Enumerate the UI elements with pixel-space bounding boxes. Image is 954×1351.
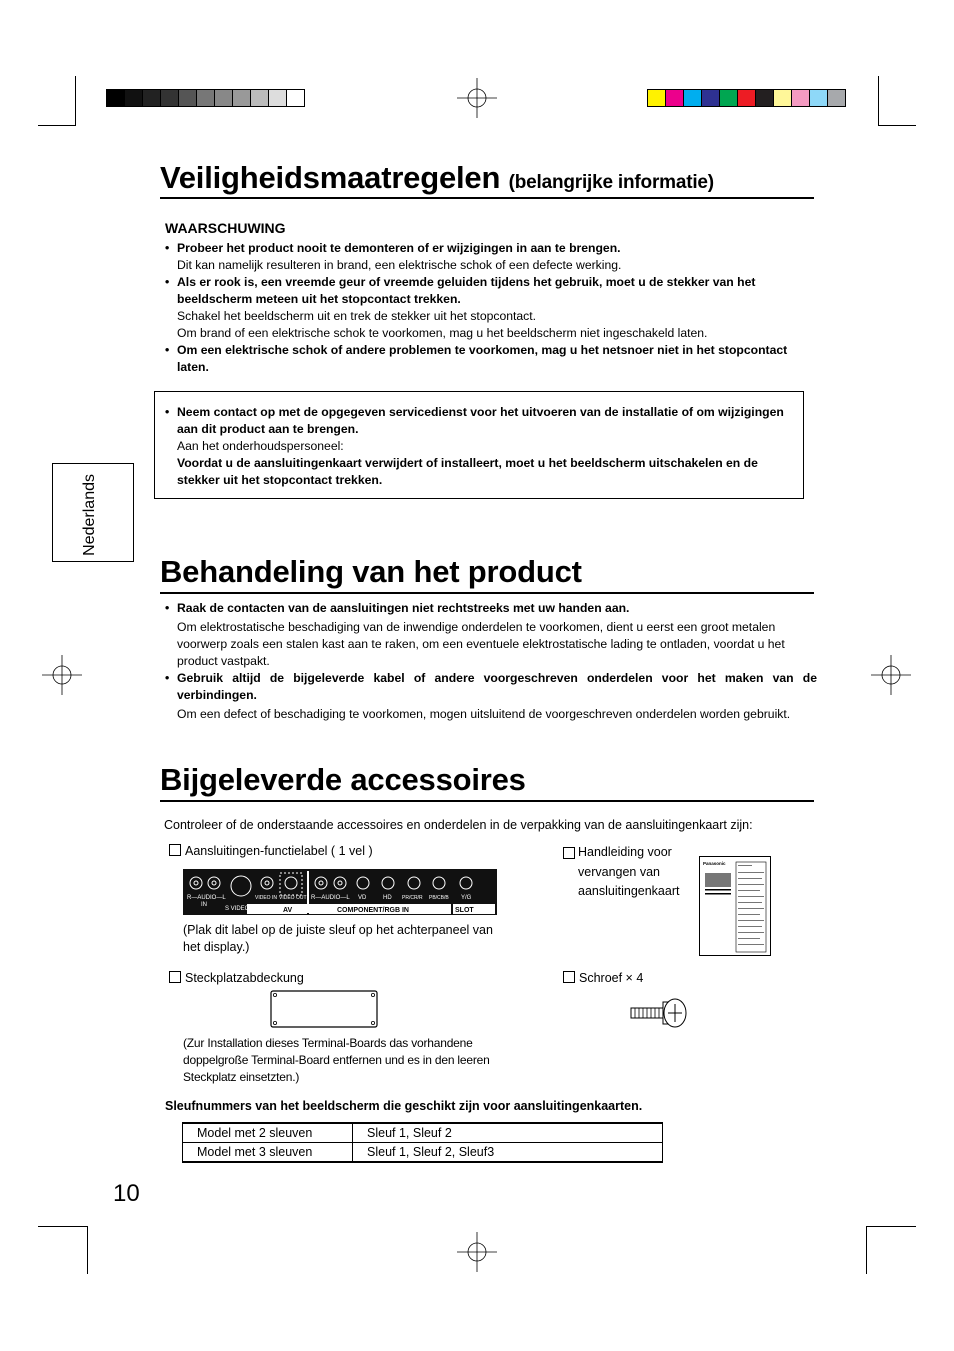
color-swatch — [287, 90, 304, 106]
label-audio-left: R—AUDIO—L — [187, 895, 226, 901]
crop-mark — [866, 1226, 916, 1227]
color-swatch — [702, 90, 720, 106]
color-swatch — [720, 90, 738, 106]
color-swatch — [774, 90, 792, 106]
checkbox-icon — [169, 971, 181, 983]
accessories-title: Bijgeleverde accessoires — [160, 762, 526, 797]
crop-mark — [878, 76, 879, 126]
label-yg: Y/G — [461, 895, 472, 901]
manual-item — [563, 843, 693, 902]
warning-item: • Probeer het product nooit te demonteren of er wijzigingen in aan te brengen. Dit kan namelijk resulteren in brand, een elektrische schok of een defecte werking. — [165, 240, 817, 274]
handling-item-bold: Gebruik altijd de bijgeleverde kabel of andere voorgeschreven onderdelen voor het maken van de verbindingen. — [177, 671, 817, 702]
color-swatch — [233, 90, 251, 106]
color-swatch — [197, 90, 215, 106]
accessories-intro: Controleer of de onderstaande accessoires en onderdelen in de verpakking van de aansluitingenkaart zijn: — [164, 818, 753, 832]
label-video-in: VIDEO IN — [255, 895, 277, 901]
warning-item-text: Dit kan namelijk resulteren in brand, een elektrische schok of een defecte werking. — [177, 258, 622, 272]
color-swatch — [756, 90, 774, 106]
notice-text: Aan het onderhoudspersoneel: — [177, 439, 344, 453]
screw-item-text: Schroef × 4 — [579, 971, 644, 985]
section-rule — [160, 800, 814, 802]
color-swatch — [251, 90, 269, 106]
warning-item-bold: Om een elektrische schok of andere problemen te voorkomen, mag u het netsnoer niet in het stopcontact laten. — [177, 343, 788, 374]
label-hd: HD — [383, 895, 392, 901]
warning-item: • Als er rook is, een vreemde geur of vreemde geluiden tijdens het gebruik, moet u de stekker van het beeldscherm meteen uit het stopcontact trekken. Schakel het beeldscherm uit en trek de stekker uit het stopcontact. Om brand of een elektrische schok te voorkomen, mag u het beeldscherm niet ingeschakeld laten. — [165, 274, 817, 342]
table-cell: Model met 3 sleuven — [183, 1143, 353, 1163]
cover-note: (Zur Installation dieses Terminal-Boards das vorhandene doppelgroße Terminal-Board entfernen und es in den leeren Steckplatz einsetzten.) — [183, 1036, 490, 1084]
manual-brand: Panasonic — [703, 861, 726, 866]
color-swatch — [179, 90, 197, 106]
crop-mark — [38, 1226, 88, 1227]
crop-mark — [87, 1226, 88, 1274]
handling-item-bold: Raak de contacten van de aansluitingen niet rechtstreeks met uw handen aan. — [177, 601, 630, 615]
handling-item: • Raak de contacten van de aansluitingen niet rechtstreeks met uw handen aan. Om elektrostatische beschadiging van de inwendige onderdelen te voorkomen, dient u eerst een groot metalen voorwerp zoals een stalen kast aan te raken, om een eventuele elektrostatische lading te ontladen, voordat u het product vastpakt. — [165, 600, 817, 670]
handling-item-text: Om een defect of beschadiging te voorkomen, mogen uitsluitend de voorgeschreven onderdelen worden gebruikt. — [177, 707, 791, 721]
table-row — [183, 1143, 663, 1163]
color-swatch — [810, 90, 828, 106]
color-swatch — [792, 90, 810, 106]
slots-heading: Sleufnummers van het beeldscherm die geschikt zijn voor aansluitingenkaarten. — [165, 1099, 643, 1113]
connector-label-image — [183, 869, 497, 915]
warning-heading: WAARSCHUWING — [165, 220, 286, 236]
label-video-out: VIDEO OUT — [279, 895, 307, 901]
label-vd: VD — [358, 895, 367, 901]
checkbox-icon — [563, 971, 575, 983]
color-swatch — [125, 90, 143, 106]
handling-title: Behandeling van het product — [160, 554, 582, 589]
crop-mark — [866, 1226, 867, 1274]
color-swatch — [666, 90, 684, 106]
safety-title-sub: (belangrijke informatie) — [508, 172, 714, 193]
label-note: (Plak dit label op de juiste sleuf op het achterpaneel van het display.) — [183, 923, 493, 954]
service-notice — [165, 404, 795, 489]
color-swatch — [648, 90, 666, 106]
cover-item — [169, 970, 304, 987]
color-swatch — [215, 90, 233, 106]
color-swatch — [828, 90, 845, 106]
label-pr: PR/CR/R — [402, 895, 423, 901]
registration-mark — [42, 655, 82, 695]
label-component: COMPONENT/RGB IN — [337, 907, 409, 914]
color-swatch — [143, 90, 161, 106]
cover-item-text: Steckplatzabdeckung — [185, 971, 304, 985]
checkbox-icon — [169, 844, 181, 856]
table-cell: Sleuf 1, Sleuf 2 — [353, 1123, 663, 1143]
language-tab — [52, 463, 134, 562]
screw-icon — [630, 996, 688, 1030]
manual-item-text: Handleiding voor vervangen van aansluitingenkaart — [578, 845, 680, 898]
registration-mark — [457, 1232, 497, 1272]
notice-bold: Neem contact op met de opgegeven servicedienst voor het uitvoeren van de installatie of om wijzigingen aan dit product aan te brengen. — [177, 405, 784, 436]
page-number: 10 — [113, 1180, 140, 1207]
crop-mark — [878, 125, 916, 126]
color-swatch — [684, 90, 702, 106]
handling-item: • Gebruik altijd de bijgeleverde kabel of andere voorgeschreven onderdelen voor het maken van de verbindingen. Om een defect of beschadiging te voorkomen, mogen uitsluitend de voorgeschreven onderdelen worden gebruikt. — [165, 671, 817, 721]
label-item-text: Aansluitingen-functielabel ( 1 vel ) — [185, 844, 373, 858]
notice-bold: Voordat u de aansluitingenkaart verwijdert of installeert, moet u het beeldscherm uitschakelen en de stekker uit het stopcontact trekken. — [177, 456, 758, 487]
slot-cover-image — [270, 990, 378, 1028]
color-scale-bar — [647, 89, 846, 107]
section-rule — [160, 197, 814, 199]
screw-item — [563, 970, 643, 987]
handling-item-text: Om elektrostatische beschadiging van de inwendige onderdelen te voorkomen, dient u eerst een groot metalen voorwerp zoals een stalen kast aan te raken, om een eventuele elektrostatische lading te ontladen, voordat u het product vastpakt. — [177, 620, 785, 668]
registration-mark — [871, 655, 911, 695]
safety-title-main: Veiligheidsmaatregelen — [160, 160, 501, 195]
label-svideo: S VIDEO IN — [225, 906, 258, 912]
checkbox-icon — [563, 847, 575, 859]
color-swatch — [107, 90, 125, 106]
label-slot: SLOT — [455, 907, 474, 914]
registration-mark — [457, 78, 497, 118]
warning-item-text: Om brand of een elektrische schok te voorkomen, mag u het beeldscherm niet ingeschakeld laten. — [177, 326, 708, 340]
label-item — [169, 843, 373, 860]
color-swatch — [738, 90, 756, 106]
table-cell: Sleuf 1, Sleuf 2, Sleuf3 — [353, 1143, 663, 1163]
label-in: IN — [201, 902, 207, 908]
color-swatch — [161, 90, 179, 106]
crop-mark — [38, 125, 76, 126]
slots-table — [182, 1122, 663, 1163]
crop-mark — [75, 76, 76, 126]
safety-title — [160, 160, 714, 196]
service-notice-box — [154, 391, 804, 499]
section-rule — [160, 592, 814, 594]
notice-item: • Neem contact op met de opgegeven servicedienst voor het uitvoeren van de installatie of om wijzigingen aan dit product aan te brengen. Aan het onderhoudspersoneel: Voordat u de aansluitingenkaart verwijdert of installeert, moet u het beeldscherm uitschakelen en de stekker uit het stopcontact trekken. — [165, 404, 795, 489]
warning-list — [165, 240, 817, 376]
language-label: Nederlands — [81, 474, 98, 556]
warning-item: • Om een elektrische schok of andere problemen te voorkomen, mag u het netsnoer niet in het stopcontact laten. — [165, 342, 817, 376]
warning-item-bold: Probeer het product nooit te demonteren of er wijzigingen in aan te brengen. — [177, 241, 621, 255]
warning-item-bold: Als er rook is, een vreemde geur of vreemde geluiden tijdens het gebruik, moet u de stekker van het beeldscherm meteen uit het stopcontact trekken. — [177, 275, 756, 306]
handling-list — [165, 600, 817, 723]
label-av: AV — [283, 907, 293, 914]
label-pb: PB/CB/B — [429, 895, 449, 901]
manual-image — [699, 856, 771, 956]
warning-item-text: Schakel het beeldscherm uit en trek de stekker uit het stopcontact. — [177, 309, 537, 323]
gray-scale-bar — [106, 89, 305, 107]
color-swatch — [269, 90, 287, 106]
table-cell: Model met 2 sleuven — [183, 1123, 353, 1143]
table-row — [183, 1123, 663, 1143]
label-audio-right: R—AUDIO—L — [311, 895, 350, 901]
